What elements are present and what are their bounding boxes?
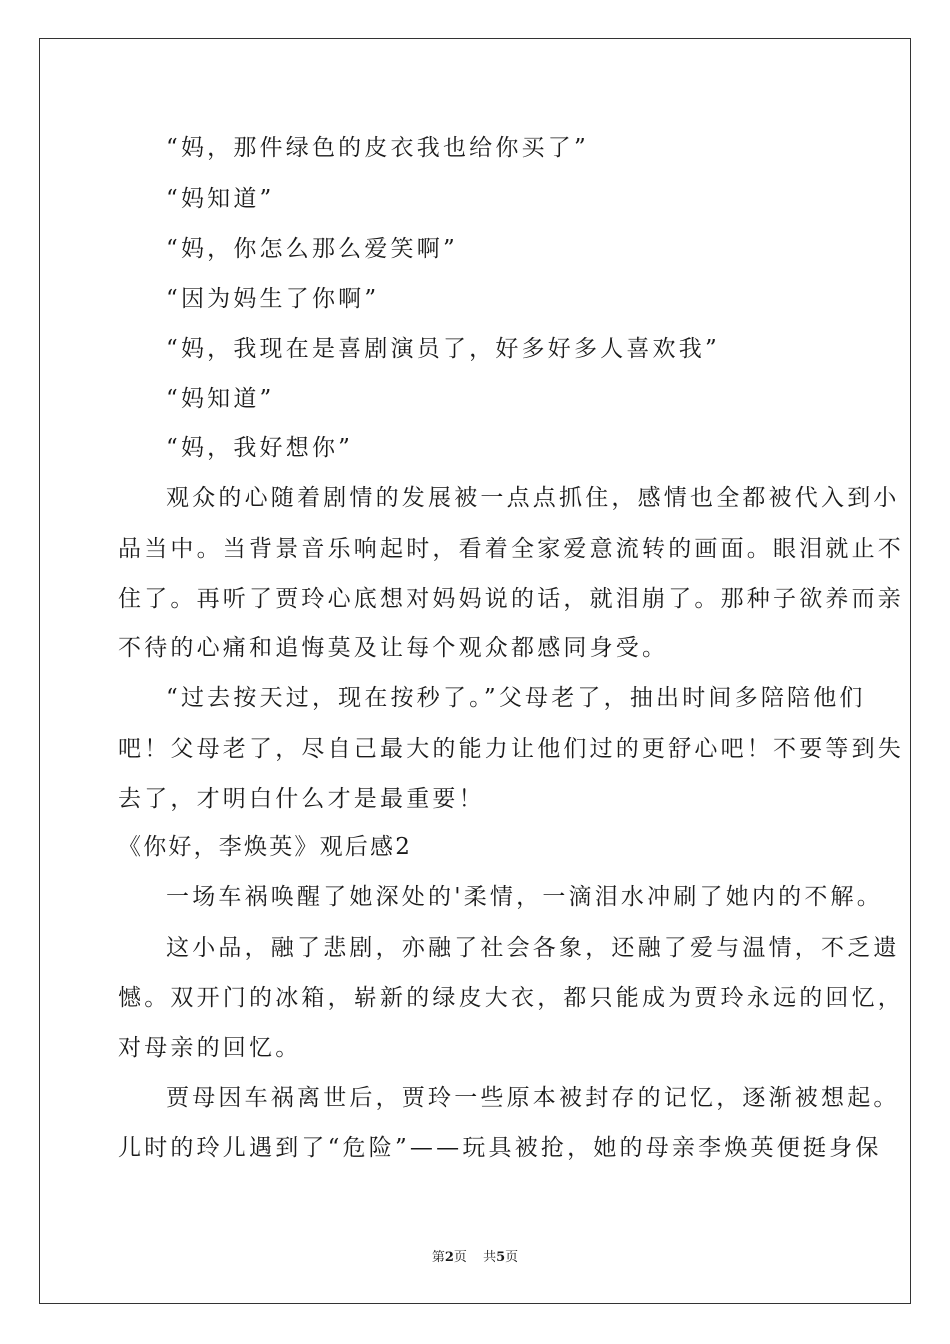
dialogue-line: “妈，我现在是喜剧演员了，好多好多人喜欢我” [166,336,720,362]
paragraph-line: 这小品，融了悲剧，亦融了社会各象，还融了爱与温情，不乏遗 [166,935,900,961]
paragraph-line: “过去按天过，现在按秒了。”父母老了，抽出时间多陪陪他们 [166,685,866,711]
paragraph-line: 儿时的玲儿遇到了“危险”——玩具被抢，她的母亲李焕英便挺身保 [118,1135,882,1161]
paragraph-line: 不待的心痛和追悔莫及让每个观众都感同身受。 [118,635,669,661]
dialogue-line: “妈知道” [166,186,275,212]
paragraph-line: 去了，才明白什么才是最重要！ [118,786,485,812]
dialogue-line: “妈，你怎么那么爱笑啊” [166,236,458,262]
paragraph-line: 住了。再听了贾玲心底想对妈妈说的话，就泪崩了。那种子欲养而亲 [118,586,904,612]
dialogue-line: “妈，我好想你” [166,435,354,461]
paragraph-line: 贾母因车祸离世后，贾玲一些原本被封存的记忆，逐渐被想起。 [166,1085,900,1111]
dialogue-line: “妈知道” [166,386,275,412]
dialogue-line: “因为妈生了你啊” [166,286,380,312]
page-border [39,38,911,1304]
page-indicator: 第2页 [431,1250,467,1265]
total-pages-indicator: 共5页 [483,1250,519,1265]
paragraph-line: 品当中。当背景音乐响起时，看着全家爱意流转的画面。眼泪就止不 [118,536,904,562]
dialogue-line: “妈，那件绿色的皮衣我也给你买了” [166,135,589,161]
paragraph-line: 憾。双开门的冰箱，崭新的绿皮大衣，都只能成为贾玲永远的回忆， [118,985,904,1011]
page-footer [0,1246,950,1265]
paragraph-line: 吧！父母老了，尽自己最大的能力让他们过的更舒心吧！不要等到失 [118,736,904,762]
section-heading: 《你好，李焕英》观后感2 [118,834,413,860]
paragraph-line: 观众的心随着剧情的发展被一点点抓住，感情也全都被代入到小 [166,485,900,511]
paragraph-line: 对母亲的回忆。 [118,1035,302,1061]
paragraph-line: 一场车祸唤醒了她深处的'柔情，一滴泪水冲刷了她内的不解。 [166,884,883,910]
